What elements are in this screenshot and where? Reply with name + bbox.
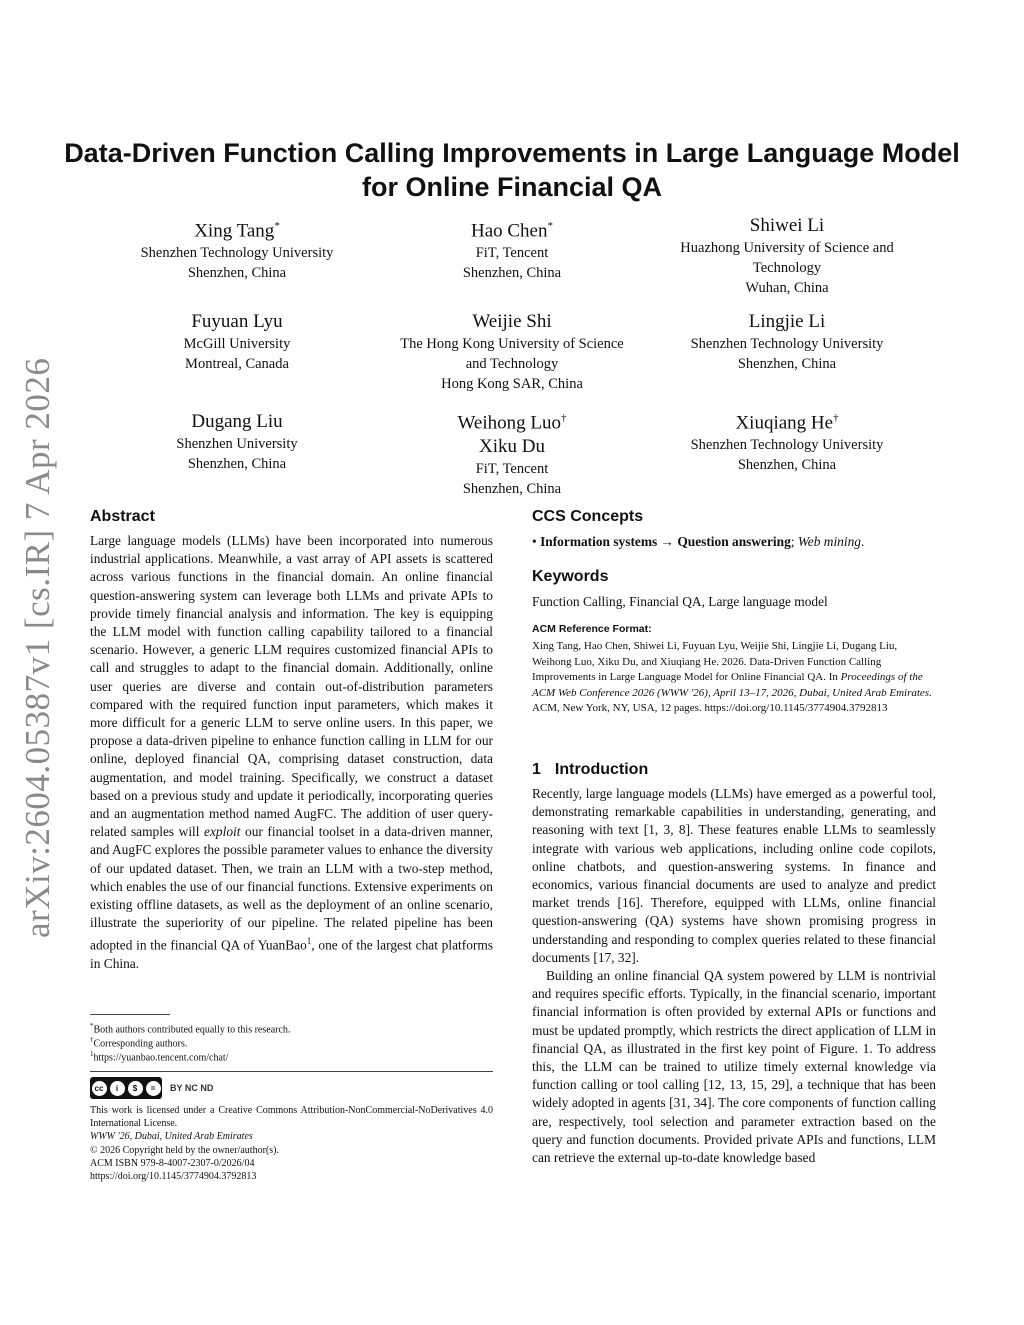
ccs-heading: CCS Concepts — [532, 508, 644, 525]
cc-badge-text: BY NC ND — [170, 1083, 214, 1093]
punctuation: . — [860, 534, 865, 549]
ccs-term: Question answering — [677, 534, 791, 549]
author-name: Hao Chen — [470, 220, 548, 242]
footnote-text: Both authors contributed equally to this research. — [93, 1024, 291, 1036]
footnote-text: Corresponding authors. — [93, 1038, 188, 1050]
acm-ref-body: Xing Tang, Hao Chen, Shiwei Li, Fuyuan Lyu, Weijie Shi, Lingjie Li, Dugang Liu, Weihong Luo, Xiku Du, and Xiuqiang He. 2026. Data-Driven Function Calling Improvements in Large Language Model for Online Financial QA. In — [532, 640, 898, 683]
license-text: This work is licensed under a Creative Commons Attribution-NonCommercial-NoDerivatives 4.0 International License. — [90, 1105, 493, 1130]
paragraph: Building an online financial QA system powered by LLM is nontrivial and requires specific efforts. Typically, in the financial scenario, important financial information is often provided by external APIs or functions and must be updated promptly, which restricts the direct application of LLM in financial QA, as illustrated in the first key point of Figure. 1. To address this, the LLM can be trained to utilize timely external knowledge via function calling or tool calling [12, 13, 15, 29], a technique that has been widely adopted in agents [31, 34]. The core components of function calling are, respectively, tool selection and parameter extraction based on the query and function documents. Provided private APIs and functions, LLM can retrieve the external up-to-date knowledge based — [532, 968, 936, 1166]
author-name: Weijie Shi — [472, 311, 552, 332]
author-location: Wuhan, China — [745, 280, 829, 296]
author-name: Dugang Liu — [191, 411, 283, 432]
section-number: 1 — [532, 761, 541, 778]
arxiv-identifier: arXiv:2604.05387v1 [cs.IR] 7 Apr 2026 — [18, 357, 57, 938]
acm-ref-venue: Proceedings of the ACM Web Conference 2026 (WWW '26), April 13–17, 2026, Dubai, United Arab Emirates. — [532, 671, 932, 699]
author-block — [387, 406, 637, 499]
intro-body — [532, 785, 936, 1167]
separator: ; — [790, 534, 798, 549]
author-name: Xiku Du — [479, 436, 545, 458]
ccs-concepts — [532, 533, 936, 551]
author-mark: † — [833, 412, 839, 424]
license-rule — [90, 1071, 493, 1072]
author-affiliation: FiT, Tencent — [475, 245, 549, 262]
author-name: Lingjie Li — [748, 311, 826, 332]
author-affiliation: Technology — [752, 260, 822, 276]
author-location: Hong Kong SAR, China — [441, 376, 583, 392]
author-location: Shenzhen, China — [187, 456, 287, 472]
footnote-mark: † — [90, 1036, 94, 1044]
author-affiliation: FiT, Tencent — [475, 461, 549, 478]
author-affiliation: Shenzhen Technology University — [140, 245, 334, 262]
acm-ref-text — [532, 639, 936, 717]
author-block — [112, 410, 362, 474]
author-block — [387, 214, 637, 283]
author-affiliation: Huazhong University of Science and — [680, 240, 894, 256]
abstract-text: Large language models (LLMs) have been incorporated into numerous industrial applications. Meanwhile, a vast array of API assets is scattered across various functions in the financial domain. An online financial question-answering system can leverage both LLMs and private APIs to provide timely financial analysis and information. The key is equipping the LLM model with function calling capability tailored to a financial scenario. However, a generic LLM requires customized financial APIs to call and struggles to adapt to the financial domain. Additionally, online user queries are diverse and contain out-of-distribution parameters compared with the required function input parameters, which makes it more difficult for a generic LLM to serve online users. In this paper, we propose a data-driven pipeline to enhance function calling in LLM for our online, deployed financial QA, comprising dataset construction, data augmentation, and model training. Specifically, we construct a dataset based on a previous study and update it periodically, incorporating queries and an augmentation method named AugFC. The addition of user query-related samples will — [90, 533, 493, 840]
author-location: Shenzhen, China — [462, 481, 562, 498]
footnote-mark: 1 — [90, 1050, 94, 1058]
author-block — [112, 214, 362, 283]
author-affiliation: and Technology — [465, 356, 559, 372]
isbn: ACM ISBN 979-8-4007-2307-0/2026/04 — [90, 1157, 255, 1169]
abstract-body — [90, 532, 493, 973]
author-name: Fuyuan Lyu — [191, 311, 283, 332]
noncommercial-icon: $ — [128, 1081, 143, 1096]
acm-ref-body: ACM, New York, NY, USA, 12 pages. https://doi.org/10.1145/3774904.3792813 — [532, 702, 888, 714]
ccs-term: Web mining — [797, 534, 861, 549]
author-location: Shenzhen, China — [187, 265, 287, 282]
author-mark: † — [560, 412, 567, 424]
paper-title: Data-Driven Function Calling Improvements in Large Language Model for Online Financial QA — [64, 138, 960, 202]
author-mark: * — [547, 220, 553, 232]
abstract-emphasis: exploit — [204, 824, 241, 840]
bullet: • — [532, 534, 537, 549]
author-block — [662, 406, 912, 475]
noderivatives-icon: = — [146, 1081, 161, 1096]
arrow-icon: → — [657, 534, 678, 549]
copyright: © 2026 Copyright held by the owner/author(s). — [90, 1144, 279, 1156]
license-block — [90, 1104, 493, 1183]
author-mark: * — [274, 220, 280, 232]
venue: WWW '26, Dubai, United Arab Emirates — [90, 1131, 253, 1143]
author-affiliation: Shenzhen Technology University — [690, 336, 884, 352]
footnote-ref: 1 — [306, 936, 312, 947]
author-name: Xing Tang — [194, 220, 275, 242]
acm-ref-heading: ACM Reference Format: — [532, 623, 652, 635]
cc-license-badge[interactable] — [90, 1077, 162, 1099]
author-block — [657, 214, 917, 298]
footnote-mark: * — [90, 1022, 94, 1030]
author-affiliation: The Hong Kong University of Science — [400, 336, 624, 352]
author-location: Shenzhen, China — [462, 265, 562, 282]
author-location: Montreal, Canada — [185, 356, 289, 372]
keywords-text: Function Calling, Financial QA, Large language model — [532, 594, 828, 609]
abstract-text: , one of the largest chat platforms in China. — [90, 937, 493, 972]
author-block — [662, 310, 912, 374]
cc-icon: cc — [92, 1081, 107, 1096]
doi-link[interactable]: https://doi.org/10.1145/3774904.3792813 — [90, 1171, 257, 1183]
paragraph: Recently, large language models (LLMs) have emerged as a powerful tool, demonstrating remarkable capabilities in understanding, generating, and reasoning with text [1, 3, 8]. These features enable LLMs to seamlessly integrate with various web applications, including online code copilots, online chatbots, and question-answering systems. In finance and economics, various financial documents are used to analyze and predict market trends [16]. Therefore, equipped with LLMs, online financial question-answering (QA) systems have shown promising progress in understanding and responding to complex queries related to these financial documents [17, 32]. — [532, 786, 936, 965]
footnote-link[interactable]: https://yuanbao.tencent.com/chat/ — [93, 1052, 229, 1064]
author-name: Shiwei Li — [749, 215, 825, 236]
attribution-icon: i — [110, 1081, 125, 1096]
author-block — [112, 310, 362, 374]
section-heading — [532, 761, 648, 779]
section-title: Introduction — [554, 761, 649, 778]
author-name: Weihong Luo — [457, 412, 561, 434]
author-affiliation: Shenzhen Technology University — [690, 437, 884, 454]
footnote — [90, 1048, 228, 1064]
author-name: Xiuqiang He — [735, 412, 834, 434]
author-location: Shenzhen, China — [737, 356, 837, 372]
footnote-rule — [90, 1014, 170, 1015]
keywords-heading: Keywords — [532, 568, 609, 585]
author-location: Shenzhen, China — [737, 457, 837, 474]
author-block — [377, 310, 647, 394]
abstract-heading: Abstract — [90, 508, 155, 525]
abstract-text: our financial toolset in a data-driven manner, and AugFC explores the possible parameter values to enhance the diversity of our updated dataset. Then, we train an LLM with a two-step method, which enables the use of our financial functions. Extensive experiments on existing offline datasets, as well as the deployment of an online scenario, illustrate the superiority of our pipeline. The related pipeline has been adopted in the financial QA of YuanBao — [90, 824, 493, 953]
author-affiliation: McGill University — [183, 336, 291, 352]
author-affiliation: Shenzhen University — [176, 436, 298, 452]
ccs-term: Information systems — [540, 534, 658, 549]
